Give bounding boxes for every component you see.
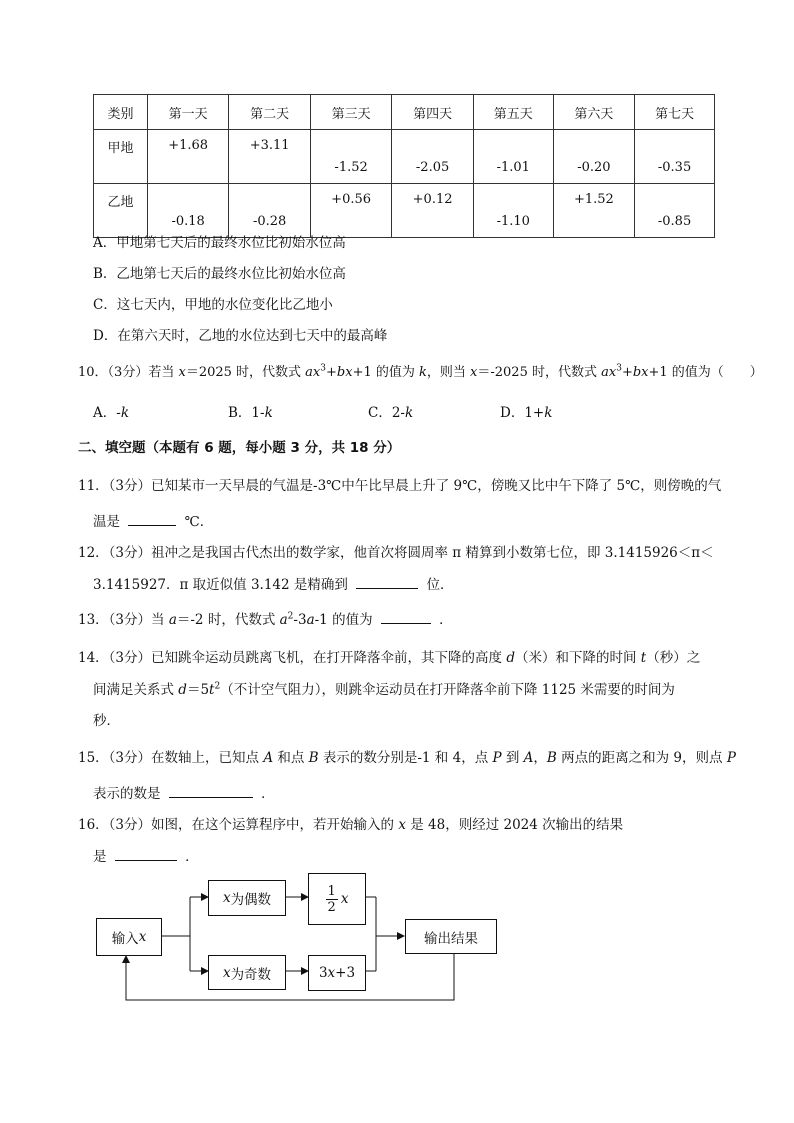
flow-input-box: [96, 918, 162, 956]
flow-half-box: [308, 873, 366, 925]
var: t: [209, 682, 215, 698]
text: 两点的距离之和为 9，则点: [556, 750, 727, 766]
table-cell: -0.35: [635, 130, 715, 184]
var: k: [544, 405, 553, 421]
var: a: [279, 612, 288, 628]
table-cell: -0.28: [229, 184, 310, 238]
flow-even-box: [208, 880, 286, 916]
var: x: [222, 964, 231, 981]
text: +3: [335, 965, 356, 981]
exponent: 3: [616, 363, 622, 374]
row-label: 乙地: [94, 184, 148, 238]
var: k: [120, 405, 129, 421]
exponent: 2: [287, 611, 294, 622]
choice-letter: C．: [368, 405, 392, 421]
choice-letter: B．: [228, 405, 252, 421]
q9-option-b: B．乙地第七天后的最终水位比初始水位高: [93, 266, 346, 282]
var: k: [405, 405, 414, 421]
table-cell: +1.52: [553, 184, 634, 238]
table-cell: -1.10: [473, 184, 553, 238]
q9-option-a: A．甲地第七天后的最终水位比初始水位高: [93, 235, 346, 251]
var: x: [340, 891, 349, 907]
var: a: [168, 612, 177, 628]
question-number: 10．: [78, 365, 108, 380]
var: k: [264, 405, 273, 421]
table-cell: -1.52: [310, 130, 391, 184]
var: x: [327, 965, 336, 981]
text: 1-: [251, 405, 265, 421]
table-header-cell: 第三天: [310, 95, 391, 130]
table-header-cell: 第五天: [473, 95, 553, 130]
table-cell: +0.56: [310, 184, 391, 238]
var: x: [178, 365, 186, 380]
text: ，: [533, 750, 547, 766]
flow-odd-box: [208, 955, 286, 990]
var: B: [546, 750, 557, 766]
table-header-cell: 第七天: [635, 95, 715, 130]
table-header-cell: 第一天: [147, 95, 228, 130]
text: -3: [293, 612, 307, 628]
text: 为偶数: [230, 892, 272, 908]
text: 位．: [422, 577, 454, 593]
var: P: [492, 750, 502, 766]
section-heading: 二、填空题（本题有 6 题，每小题 3 分，共 18 分）: [78, 440, 401, 456]
text: 3: [318, 965, 328, 981]
table-header-cell: 第二天: [229, 95, 310, 130]
numerator: 1: [327, 883, 336, 899]
text: 输入: [111, 931, 139, 947]
table-cell: -0.18: [147, 184, 228, 238]
table-cell: -0.20: [553, 130, 634, 184]
text: ＝2025 时，代数式: [185, 365, 306, 380]
exponent: 3: [320, 363, 326, 374]
text: ．: [256, 786, 275, 802]
table-header-cell: 第四天: [392, 95, 473, 130]
var: ax: [305, 365, 321, 380]
text: 表示的数分别是-1 和 4，点: [318, 750, 493, 766]
text: 3.1415927．π 取近似值 3.142 是精确到: [93, 577, 353, 593]
text: 2-: [391, 405, 405, 421]
question-11-line-1: 11．（3分）已知某市一天早晨的气温是-3℃中午比早晨上升了 9℃，傍晚又比中午下降了 5℃，则傍晚的气: [78, 478, 722, 494]
var: x: [138, 929, 147, 945]
text: 13．（3分）当: [78, 612, 169, 628]
var: bx: [336, 365, 353, 380]
text: （秒）之: [646, 650, 701, 666]
text: ＝-2025 时，代数式: [477, 365, 602, 380]
var: bx: [632, 365, 649, 380]
choice-letter: A．: [93, 405, 117, 421]
table-header-cell: 类别: [94, 95, 148, 130]
var: t: [640, 650, 647, 666]
table-cell: -2.05: [392, 130, 473, 184]
var: A: [263, 750, 274, 766]
text: 是 48，则经过 2024 次输出的结果: [405, 817, 624, 833]
text: （米）和下降的时间: [514, 650, 641, 666]
q9-option-c: C．这七天内，甲地的水位变化比乙地小: [93, 297, 333, 313]
text: ．: [434, 612, 453, 628]
var: x: [470, 365, 478, 380]
text: 16．（3分）如图，在这个运算程序中，若开始输入的: [78, 817, 399, 833]
var: ax: [601, 365, 617, 380]
row-label: 甲地: [94, 130, 148, 184]
var: B: [308, 750, 319, 766]
table-cell: -1.01: [473, 130, 553, 184]
question-12-line-1: 12．（3分）祖冲之是我国古代杰出的数学家，他首次将圆周率 π 精算到小数第七位，即 3.1415926＜π＜: [78, 545, 714, 561]
var: x: [222, 890, 231, 906]
text: +1 的值为（ ）: [648, 365, 763, 380]
text: 是: [93, 849, 111, 865]
text: 和点: [273, 750, 309, 766]
text: +: [621, 365, 633, 380]
denominator: 2: [327, 899, 336, 915]
choice-letter: D．: [500, 405, 525, 421]
table-header-cell: 第六天: [553, 95, 634, 130]
q9-option-d: D．在第六天时，乙地的水位达到七天中的最高峰: [93, 328, 388, 344]
text: +1 的值为: [352, 365, 419, 380]
text: 1+: [524, 405, 545, 421]
var: k: [419, 365, 427, 380]
fraction: [326, 884, 338, 915]
text: 温是: [93, 514, 125, 530]
text: 表示的数是: [93, 786, 165, 802]
text: ．: [180, 849, 199, 865]
question-score: （3分）: [107, 365, 149, 380]
table-cell: +0.12: [392, 184, 473, 238]
var: a: [306, 612, 315, 628]
var: P: [726, 750, 736, 766]
text: ，则当: [426, 365, 471, 380]
text: ＝5: [186, 682, 210, 698]
var: d: [178, 682, 187, 698]
text: ＝-2 时，代数式: [176, 612, 280, 628]
text: 到: [501, 750, 524, 766]
flow-triple-box: [308, 955, 366, 991]
text: +: [326, 365, 337, 380]
text: 若当: [148, 365, 179, 380]
exponent: 2: [214, 681, 221, 692]
text: 为奇数: [230, 966, 272, 983]
question-14-line-3: 秒．: [93, 713, 120, 729]
text: 15．（3分）在数轴上，已知点: [78, 750, 264, 766]
table-cell: -0.85: [635, 184, 715, 238]
var: d: [506, 650, 515, 666]
flow-output-box: 输出结果: [405, 919, 497, 954]
text: 14．（3分）已知跳伞运动员跳离飞机，在打开降落伞前，其下降的高度: [78, 650, 507, 666]
text: -: [116, 405, 121, 421]
var: x: [398, 817, 406, 833]
text: ℃．: [180, 514, 214, 530]
table-cell: +1.68: [147, 130, 228, 184]
text: （不计空气阻力），则跳伞运动员在打开降落伞前下降 1125 米需要的时间为: [220, 682, 675, 698]
text: -1 的值为: [314, 612, 377, 628]
var: A: [523, 750, 534, 766]
text: 间满足关系式: [93, 682, 179, 698]
table-cell: +3.11: [229, 130, 310, 184]
